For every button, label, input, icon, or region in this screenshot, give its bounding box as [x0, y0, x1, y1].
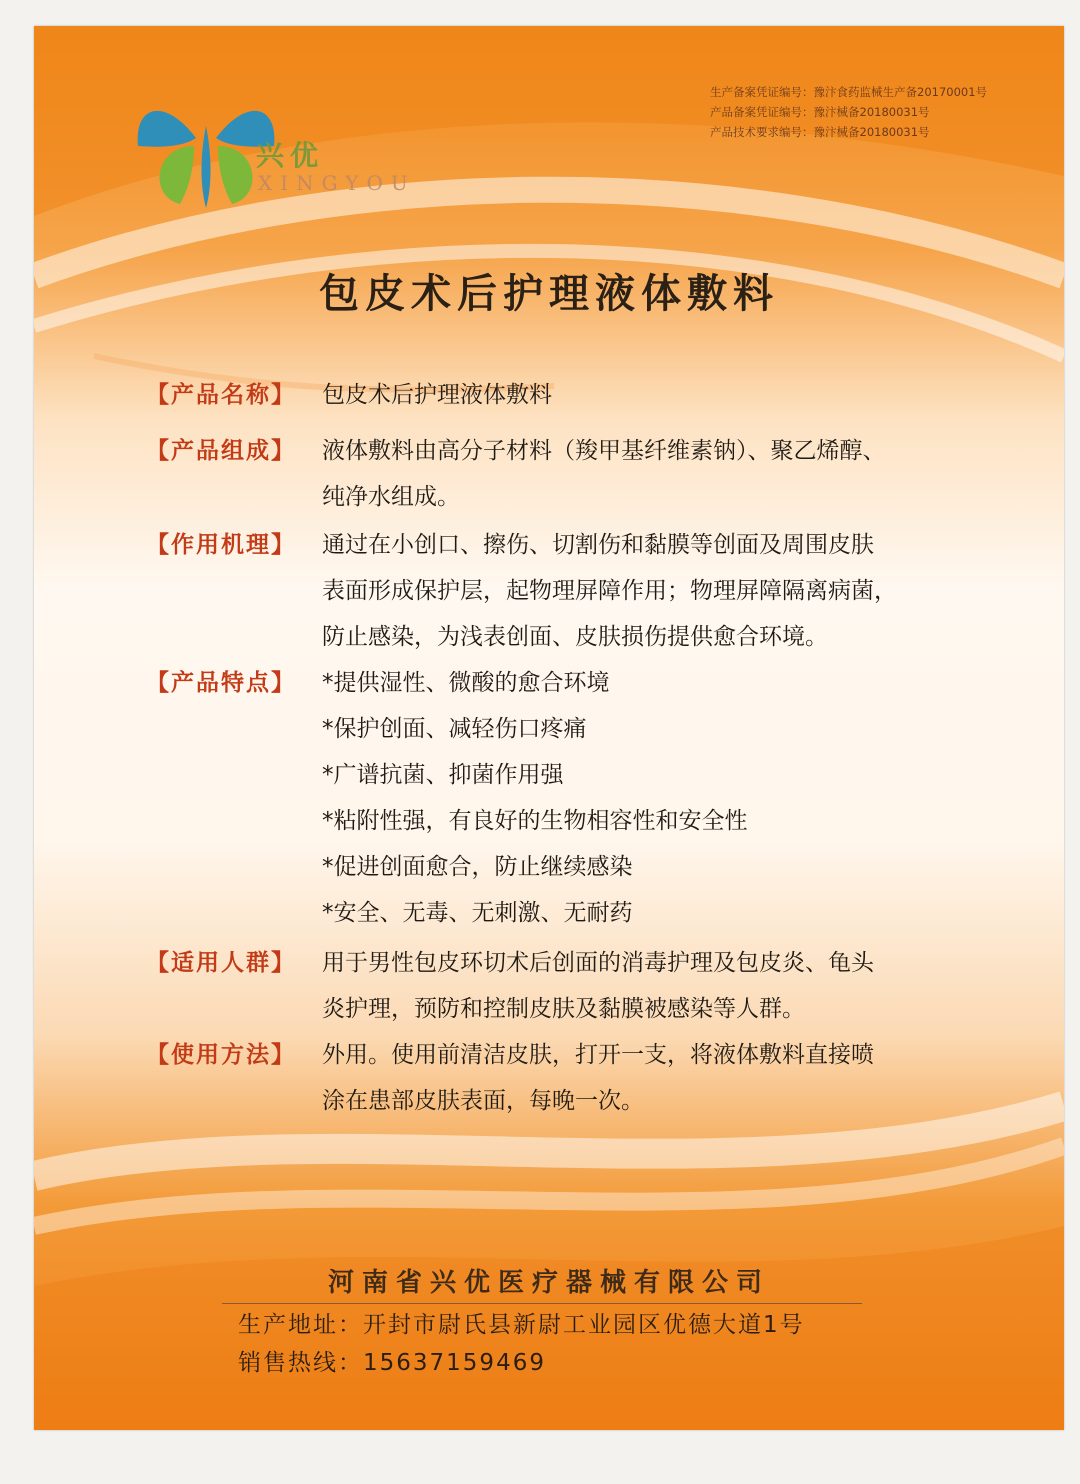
feature-item: *提供湿性、微酸的愈合环境 — [322, 670, 610, 696]
section-label: 【作用机理】 — [146, 532, 296, 558]
company-name: 河南省兴优医疗器械有限公司 — [327, 1268, 770, 1298]
section-label: 【产品组成】 — [146, 438, 296, 464]
section-label: 【适用人群】 — [146, 950, 296, 976]
brand-name-cn: 兴优 — [256, 139, 325, 172]
registration-line: 产品备案凭证编号：豫汴械备20180031号 — [710, 105, 930, 119]
section-line: 外用。使用前清洁皮肤，打开一支，将液体敷料直接喷 — [322, 1042, 874, 1068]
section-line: 涂在患部皮肤表面，每晚一次。 — [322, 1088, 644, 1114]
feature-item: *粘附性强，有良好的生物相容性和安全性 — [322, 808, 748, 834]
brand-name-en: XINGYOU — [258, 171, 416, 195]
product-sheet — [34, 26, 1064, 1430]
registration-line: 产品技术要求编号：豫汴械备20180031号 — [710, 125, 930, 139]
section-body — [322, 660, 982, 936]
product-title: 包皮术后护理液体敷料 — [319, 271, 779, 317]
section-line: 炎护理，预防和控制皮肤及黏膜被感染等人群。 — [322, 996, 805, 1022]
section-label: 【产品名称】 — [146, 382, 296, 408]
section-label: 【产品特点】 — [146, 670, 296, 696]
section-line: 防止感染，为浅表创面、皮肤损伤提供愈合环境。 — [322, 624, 828, 650]
section-line: 液体敷料由高分子材料（羧甲基纤维素钠）、聚乙烯醇、 — [322, 438, 886, 464]
registration-numbers — [710, 82, 987, 142]
footer-contact — [238, 1306, 805, 1382]
section-line: 用于男性包皮环切术后创面的消毒护理及包皮炎、龟头 — [322, 950, 874, 976]
section-label: 【使用方法】 — [146, 1042, 296, 1068]
sales-hotline: 销售热线：15637159469 — [238, 1350, 546, 1376]
section-body — [322, 522, 982, 660]
section-line: 通过在小创口、擦伤、切割伤和黏膜等创面及周围皮肤 — [322, 532, 874, 558]
section-body — [322, 940, 982, 1032]
section-line: 纯净水组成。 — [322, 484, 460, 510]
footer-divider — [222, 1303, 862, 1304]
registration-line: 生产备案凭证编号：豫汴食药监械生产备20170001号 — [710, 85, 988, 99]
feature-item: *促进创面愈合，防止继续感染 — [322, 854, 633, 880]
feature-item: *保护创面、减轻伤口疼痛 — [322, 716, 587, 742]
section-line: 表面形成保护层，起物理屏障作用；物理屏障隔离病菌， — [322, 578, 897, 604]
section-body — [322, 372, 982, 418]
feature-item: *安全、无毒、无刺激、无耐药 — [322, 900, 633, 926]
section-body — [322, 1032, 982, 1124]
section-line: 包皮术后护理液体敷料 — [322, 382, 552, 408]
feature-item: *广谱抗菌、抑菌作用强 — [322, 762, 564, 788]
section-body — [322, 428, 982, 520]
production-address: 生产地址：开封市尉氏县新尉工业园区优德大道1号 — [238, 1312, 805, 1338]
